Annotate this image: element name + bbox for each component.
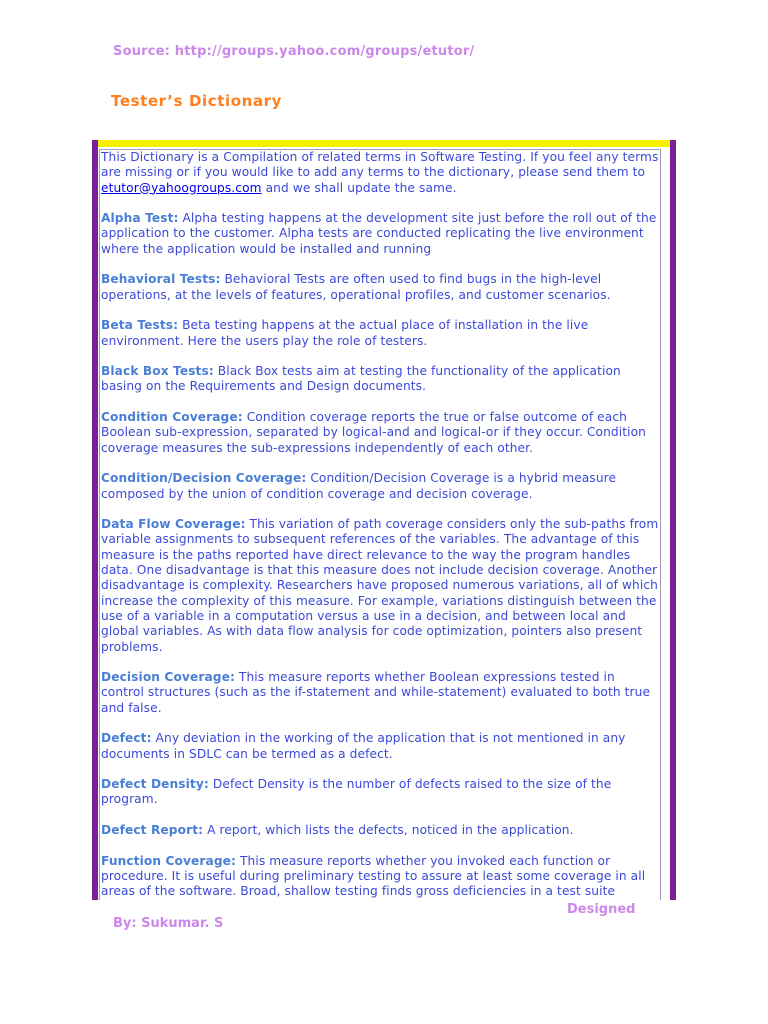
intro-text-after: and we shall update the same. xyxy=(261,180,457,195)
email-link[interactable]: etutor@yahoogroups.com xyxy=(101,180,262,195)
frame-left-bar xyxy=(92,140,98,900)
entry-term: Defect Density: xyxy=(101,777,209,792)
dictionary-content xyxy=(100,150,660,900)
entry-term: Decision Coverage: xyxy=(101,670,235,685)
entry-term: Defect: xyxy=(101,731,152,746)
entry-data-flow-coverage xyxy=(101,517,660,655)
entry-definition: This measure reports whether you invoked each function or procedure. It is useful during preliminary testing to assure at least some coverage in all areas of the software. Broad, shallow testing finds gross deficiencies in a test suite xyxy=(101,853,646,899)
entry-definition: Alpha testing happens at the development site just before the roll out of the application to the customer. Alpha tests are conducted replicating the live environment where the application would be installed and running xyxy=(101,211,657,256)
dictionary-frame xyxy=(92,140,676,900)
entry-term: Condition/Decision Coverage: xyxy=(101,471,307,486)
entry-decision-coverage xyxy=(101,670,660,716)
entry-term: Condition Coverage: xyxy=(101,410,243,425)
entry-term: Alpha Test: xyxy=(101,211,179,226)
document-title: Tester’s Dictionary xyxy=(111,92,283,110)
entry-definition: Black Box tests aim at testing the functionality of the application basing on the Requirements and Design documents. xyxy=(101,364,621,394)
entry-term: Behavioral Tests: xyxy=(101,272,221,287)
entry-definition: This variation of path coverage considers only the sub-paths from variable assignments to subsequent references of the variables. The advantage of this measure is the paths reported have direct relevance to the way the program handles data. One disadvantage is that this measure does not include decision coverage. Another disadvantage is complexity. Researchers have proposed numerous variations, all of which increase the complexity of this measure. For example, variations distinguish between the use of a variable in a computation versus a use in a decision, and between local and global variables. As with data flow analysis for code optimization, pointers also present problems. xyxy=(101,517,659,654)
designed-label: Designed xyxy=(567,902,636,917)
entry-definition: This measure reports whether Boolean expressions tested in control structures (such as the if-statement and while-statement) evaluated to both true and false. xyxy=(101,670,651,715)
entry-beta-tests xyxy=(101,318,660,349)
author-byline: By: Sukumar. S xyxy=(113,916,224,931)
entry-definition: Any deviation in the working of the application that is not mentioned in any documents in SDLC can be termed as a defect. xyxy=(101,731,626,761)
intro-paragraph xyxy=(101,150,660,196)
frame-top-bar xyxy=(92,140,676,147)
entry-function-coverage xyxy=(101,854,660,900)
entry-defect xyxy=(101,731,660,762)
entry-definition: Defect Density is the number of defects raised to the size of the program. xyxy=(101,777,612,807)
entry-alpha-test xyxy=(101,211,660,257)
entry-condition-coverage xyxy=(101,410,660,456)
entry-definition: Condition coverage reports the true or false outcome of each Boolean sub-expression, separated by logical-and and logical-or if they occur. Condition coverage measures the sub-expressions independently of each other. xyxy=(101,410,646,455)
entry-term: Function Coverage: xyxy=(101,853,237,868)
source-line: Source: http://groups.yahoo.com/groups/etutor/ xyxy=(113,44,475,59)
entry-definition: A report, which lists the defects, noticed in the application. xyxy=(203,823,574,838)
entry-definition: Behavioral Tests are often used to find bugs in the high-level operations, at the levels of features, operational profiles, and customer scenarios. xyxy=(101,272,611,302)
entry-definition: Beta testing happens at the actual place of installation in the live environment. Here the users play the role of testers. xyxy=(101,318,589,348)
entry-defect-report xyxy=(101,823,660,838)
entry-condition-decision-coverage xyxy=(101,471,660,502)
entry-term: Data Flow Coverage: xyxy=(101,517,246,532)
entry-definition: Condition/Decision Coverage is a hybrid measure composed by the union of condition coverage and decision coverage. xyxy=(101,471,617,501)
intro-text-before: This Dictionary is a Compilation of related terms in Software Testing. If you feel any terms are missing or if you would like to add any terms to the dictionary, please send them to xyxy=(101,150,659,180)
entry-term: Black Box Tests: xyxy=(101,364,214,379)
entry-defect-density xyxy=(101,777,660,808)
entry-term: Beta Tests: xyxy=(101,318,179,333)
entry-term: Defect Report: xyxy=(101,823,204,838)
dictionary-content-box xyxy=(99,149,661,900)
entry-black-box-tests xyxy=(101,364,660,395)
frame-right-bar xyxy=(670,140,676,900)
entry-behavioral-tests xyxy=(101,272,660,303)
